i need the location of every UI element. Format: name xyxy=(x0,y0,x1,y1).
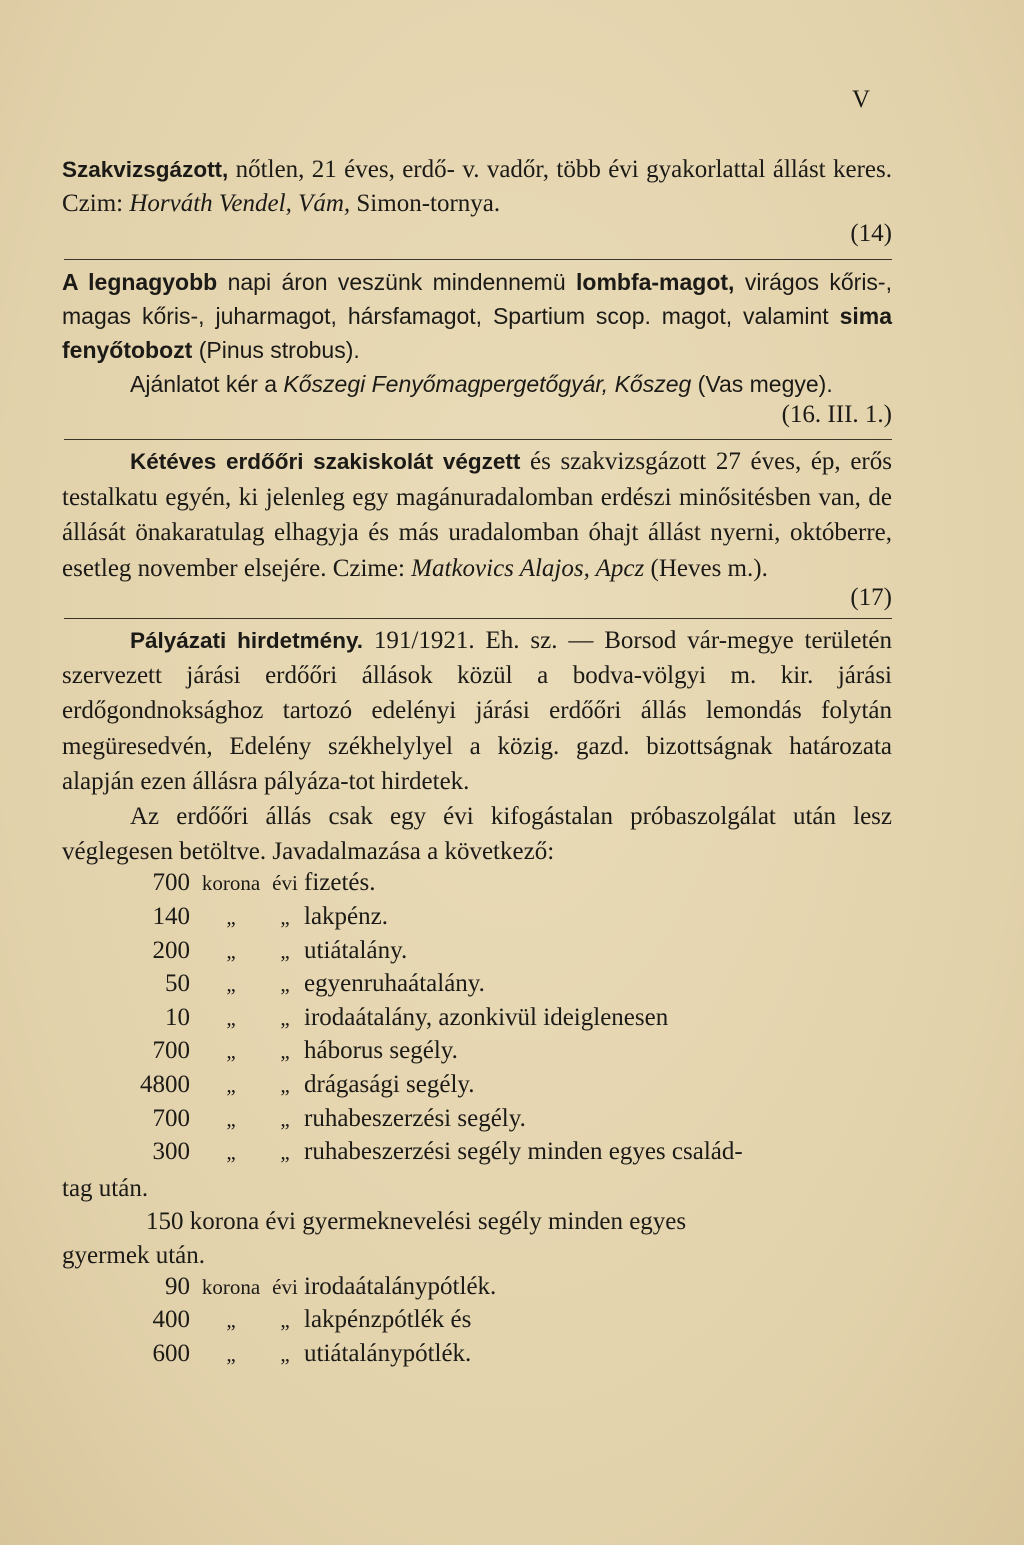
ad-text: virágos kőris-, magas kőris-, juharmagot, hársfamagot, Spartium scop. magot, valamint xyxy=(62,269,892,329)
salary-desc: utiátalánypótlék. xyxy=(304,1339,472,1367)
salary-amount: 700 xyxy=(152,1037,190,1065)
salary-amount: 300 xyxy=(152,1138,190,1166)
salary-period: „ xyxy=(280,1308,290,1333)
salary-desc: utiátalány. xyxy=(304,936,408,964)
salary-row xyxy=(62,869,743,903)
ad-name: Horváth Vendel, Vám, xyxy=(129,189,351,217)
salary-row xyxy=(62,937,743,971)
ad-koszeg xyxy=(62,265,892,428)
salary-unit: „ xyxy=(226,1341,236,1366)
salary-amount: 400 xyxy=(152,1306,190,1334)
salary-desc: drágasági segély. xyxy=(304,1070,475,1098)
salary-period: „ xyxy=(280,1341,290,1366)
salary-row xyxy=(62,1138,743,1172)
salary-period: „ xyxy=(280,938,290,963)
ad-text: és szakvizsgázott 27 éves, ép, erős testalkatu egyén, ki jelenleg egy magánuradalomban erdészi minősitésben van, de állását önakaratulag elhagyja és más uradalomban óhajt állást nyerni, októberre, esetleg november elsejére. Czime: xyxy=(62,448,892,582)
salary-period: „ xyxy=(280,1140,290,1165)
salary-desc: ruhabeszerzési segély. xyxy=(304,1104,526,1132)
salary-desc: lakpénz. xyxy=(304,903,388,931)
salary-line: 150 korona évi gyermeknevelési segély minden egyes xyxy=(146,1208,687,1236)
salary-amount: 700 xyxy=(152,869,190,897)
salary-period: „ xyxy=(280,1005,290,1030)
ad-lead: Pályázati hirdetmény. xyxy=(130,628,364,653)
ad-text: napi áron veszünk mindennemü xyxy=(217,269,576,295)
salary-period: „ xyxy=(280,905,290,930)
salary-period: „ xyxy=(280,1039,290,1064)
ad-matkovics xyxy=(62,444,892,611)
salary-desc: irodaátalány, azonkivül ideiglenesen xyxy=(304,1003,669,1031)
ad-lead: Szakvizsgázott, xyxy=(62,157,229,182)
salary-unit: „ xyxy=(226,1039,236,1064)
page-number: V xyxy=(851,86,870,113)
ad-bold: lombfa-magot, xyxy=(576,269,735,295)
salary-unit: „ xyxy=(226,1005,236,1030)
salary-desc: lakpénzpótlék és xyxy=(304,1306,472,1334)
ad-ref: (16. III. 1.) xyxy=(781,401,892,428)
salary-row xyxy=(62,1306,496,1340)
salary-unit: „ xyxy=(226,1106,236,1131)
salary-row xyxy=(62,1071,743,1105)
wrap-line: tag után. xyxy=(62,1174,149,1202)
wrap-line: gyermek után. xyxy=(62,1241,206,1269)
salary-period: „ xyxy=(280,972,290,997)
salary-amount: 600 xyxy=(152,1339,190,1367)
salary-amount: 4800 xyxy=(140,1070,190,1098)
salary-amount: 700 xyxy=(152,1104,190,1132)
salary-amount: 10 xyxy=(165,1003,190,1031)
ad-ref: (17) xyxy=(850,584,892,611)
salary-row xyxy=(62,970,743,1004)
salary-amount: 90 xyxy=(165,1272,190,1300)
salary-unit: „ xyxy=(226,1072,236,1097)
salary-period: „ xyxy=(280,1106,290,1131)
salary-amount: 140 xyxy=(152,903,190,931)
ad-horvath xyxy=(62,153,892,247)
salary-amount: 50 xyxy=(165,970,190,998)
ad-text: Simon-tornya. xyxy=(350,189,501,217)
salary-unit: „ xyxy=(226,972,236,997)
ad-text: Ajánlatot kér a xyxy=(130,371,284,397)
salary-desc: fizetés. xyxy=(304,869,376,897)
ad-lead: Kétéves erdőőri szakiskolát végzett xyxy=(130,449,521,474)
ad-company: Kőszegi Fenyőmagpergetőgyár, Kőszeg xyxy=(283,371,692,397)
ad-lead: A legnagyobb xyxy=(62,269,218,295)
salary-table-2 xyxy=(62,1273,496,1374)
salary-row xyxy=(62,1273,496,1307)
ad-text: nőtlen, 21 éves, erdő- v. vadőr, több évi gyakorlattal állást keres. Czim: xyxy=(62,156,892,217)
salary-desc: egyenruhaátalány. xyxy=(304,970,485,998)
salary-period: évi xyxy=(272,871,298,896)
ad-bold: sima fenyőtobozt xyxy=(62,303,892,363)
ad-ref: (14) xyxy=(850,220,892,247)
salary-row xyxy=(62,903,743,937)
salary-desc: irodaátalánypótlék. xyxy=(304,1272,497,1300)
salary-unit: „ xyxy=(226,938,236,963)
ad-text: (Pinus strobus). xyxy=(192,337,360,363)
salary-amount: 200 xyxy=(152,936,190,964)
divider xyxy=(64,439,892,440)
ad-paragraph: Az erdőőri állás csak egy évi kifogástalan próbaszolgálat után lesz véglegesen betöltve. Javadalmazása a következő: xyxy=(62,803,892,866)
salary-row xyxy=(62,1340,496,1374)
salary-period: évi xyxy=(272,1274,298,1299)
divider xyxy=(64,259,892,260)
ad-palyazat xyxy=(62,623,892,1373)
salary-unit: korona xyxy=(201,1274,261,1299)
salary-unit: „ xyxy=(226,1308,236,1333)
salary-row xyxy=(62,1105,743,1139)
salary-desc: háborus segély. xyxy=(304,1037,458,1065)
salary-unit: „ xyxy=(226,905,236,930)
ad-text: (Vas megye). xyxy=(691,371,833,397)
ad-name: Matkovics Alajos, Apcz xyxy=(411,554,645,582)
salary-unit: „ xyxy=(226,1140,236,1165)
page xyxy=(62,0,892,1545)
ad-text: (Heves m.). xyxy=(644,554,768,582)
salary-desc: ruhabeszerzési segély minden egyes család- xyxy=(304,1138,743,1166)
salary-table xyxy=(62,869,743,1171)
ad-text: 191/1921. Eh. sz. — Borsod vár-megye területén szervezett járási erdőőri állások közül a bodva-völgyi m. kir. járási erdőgondnoksághoz tartozó edelényi járási erdőőri állás lemondás folytán megüresedvén, Edelény székhelylyel a közig. gazd. bizottságnak határozata alapján ezen állásra pályáza-tot hirdetek. xyxy=(62,627,893,795)
salary-unit: korona xyxy=(201,871,261,896)
divider xyxy=(64,618,892,619)
salary-period: „ xyxy=(280,1072,290,1097)
salary-row xyxy=(62,1004,743,1038)
salary-row xyxy=(62,1037,743,1071)
